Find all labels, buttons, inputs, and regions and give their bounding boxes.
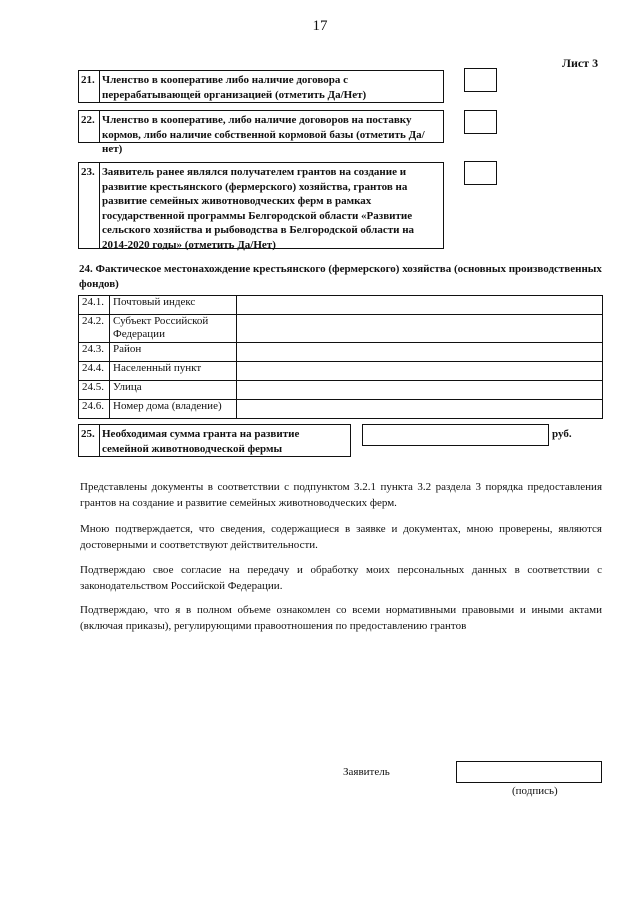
row-label: Субъект Российской Федерации — [110, 315, 237, 343]
question-number: 25. — [79, 425, 100, 456]
grant-amount-field[interactable] — [362, 424, 549, 446]
region-field[interactable] — [237, 315, 603, 343]
answer-box-23[interactable] — [464, 161, 497, 185]
row-number: 24.1. — [79, 296, 110, 315]
table-row — [79, 296, 603, 315]
settlement-field[interactable] — [237, 362, 603, 381]
row-label: Почтовый индекс — [110, 296, 237, 315]
table-row — [79, 381, 603, 400]
question-25 — [78, 424, 351, 457]
address-table — [78, 295, 603, 419]
paragraph-documents: Представлены документы в соответствии с подпунктом 3.2.1 пункта 3.2 раздела 3 порядка предоставления грантов на создание и развитие семейных животноводческих ферм. — [80, 481, 602, 509]
table-row — [79, 343, 603, 362]
paragraph-acquaintance: Подтверждаю, что я в полном объеме ознакомлен со всеми нормативными правовыми и иными актами (включая приказы), регулирующими правоотношения по предоставлению грантов — [80, 604, 602, 632]
page-number: 17 — [312, 18, 328, 34]
signature-caption: (подпись) — [512, 785, 558, 797]
table-row — [79, 362, 603, 381]
paragraph-consent: Подтверждаю свое согласие на передачу и обработку моих персональных данных в соответствии с законодательством Российской Федерации. — [80, 564, 602, 592]
question-text: Членство в кооперативе либо наличие договора с перерабатывающей организацией (отметить Да/Нет) — [102, 74, 367, 101]
answer-box-22[interactable] — [464, 110, 497, 134]
applicant-label: Заявитель — [343, 766, 390, 778]
section-24-heading: 24. Фактическое местонахождение крестьянского (фермерского) хозяйства (основных производственных фондов) — [79, 263, 602, 290]
row-number: 24.4. — [79, 362, 110, 381]
question-number: 22. — [79, 111, 100, 142]
row-number: 24.6. — [79, 400, 110, 419]
question-text: Заявитель ранее являлся получателем грантов на создание и развитие крестьянского (фермерского) хозяйства, грантов на развитие семейных животноводческих ферм в рамках государственной программы Белгородской области «Развитие сельского хозяйства и рыбоводства в Белгородской области на 2014-2020 годы» (отметить Да/Нет) — [102, 166, 415, 251]
row-label: Район — [110, 343, 237, 362]
paragraph-confirmation: Мною подтверждается, что сведения, содержащиеся в заявке и документах, мною проверены, являются достоверными и соответствуют действительности. — [80, 523, 602, 551]
row-number: 24.5. — [79, 381, 110, 400]
question-text: Необходимая сумма гранта на развитие семейной животноводческой фермы — [102, 428, 300, 455]
answer-box-21[interactable] — [464, 68, 497, 92]
row-label: Номер дома (владение) — [110, 400, 237, 419]
question-text: Членство в кооперативе, либо наличие договоров на поставку кормов, либо наличие собственной кормовой базы (отметить Да/нет) — [102, 114, 425, 155]
street-field[interactable] — [237, 381, 603, 400]
row-label: Улица — [110, 381, 237, 400]
signature-field[interactable] — [456, 761, 602, 783]
house-number-field[interactable] — [237, 400, 603, 419]
postal-code-field[interactable] — [237, 296, 603, 315]
table-row — [79, 315, 603, 343]
table-row — [79, 400, 603, 419]
row-number: 24.2. — [79, 315, 110, 343]
question-number: 23. — [79, 163, 100, 248]
currency-unit: руб. — [552, 428, 572, 440]
question-number: 21. — [79, 71, 100, 102]
sheet-label: Лист 3 — [562, 56, 599, 70]
row-label: Населенный пункт — [110, 362, 237, 381]
question-23 — [78, 162, 444, 249]
row-number: 24.3. — [79, 343, 110, 362]
question-22 — [78, 110, 444, 155]
district-field[interactable] — [237, 343, 603, 362]
question-21 — [78, 70, 444, 103]
